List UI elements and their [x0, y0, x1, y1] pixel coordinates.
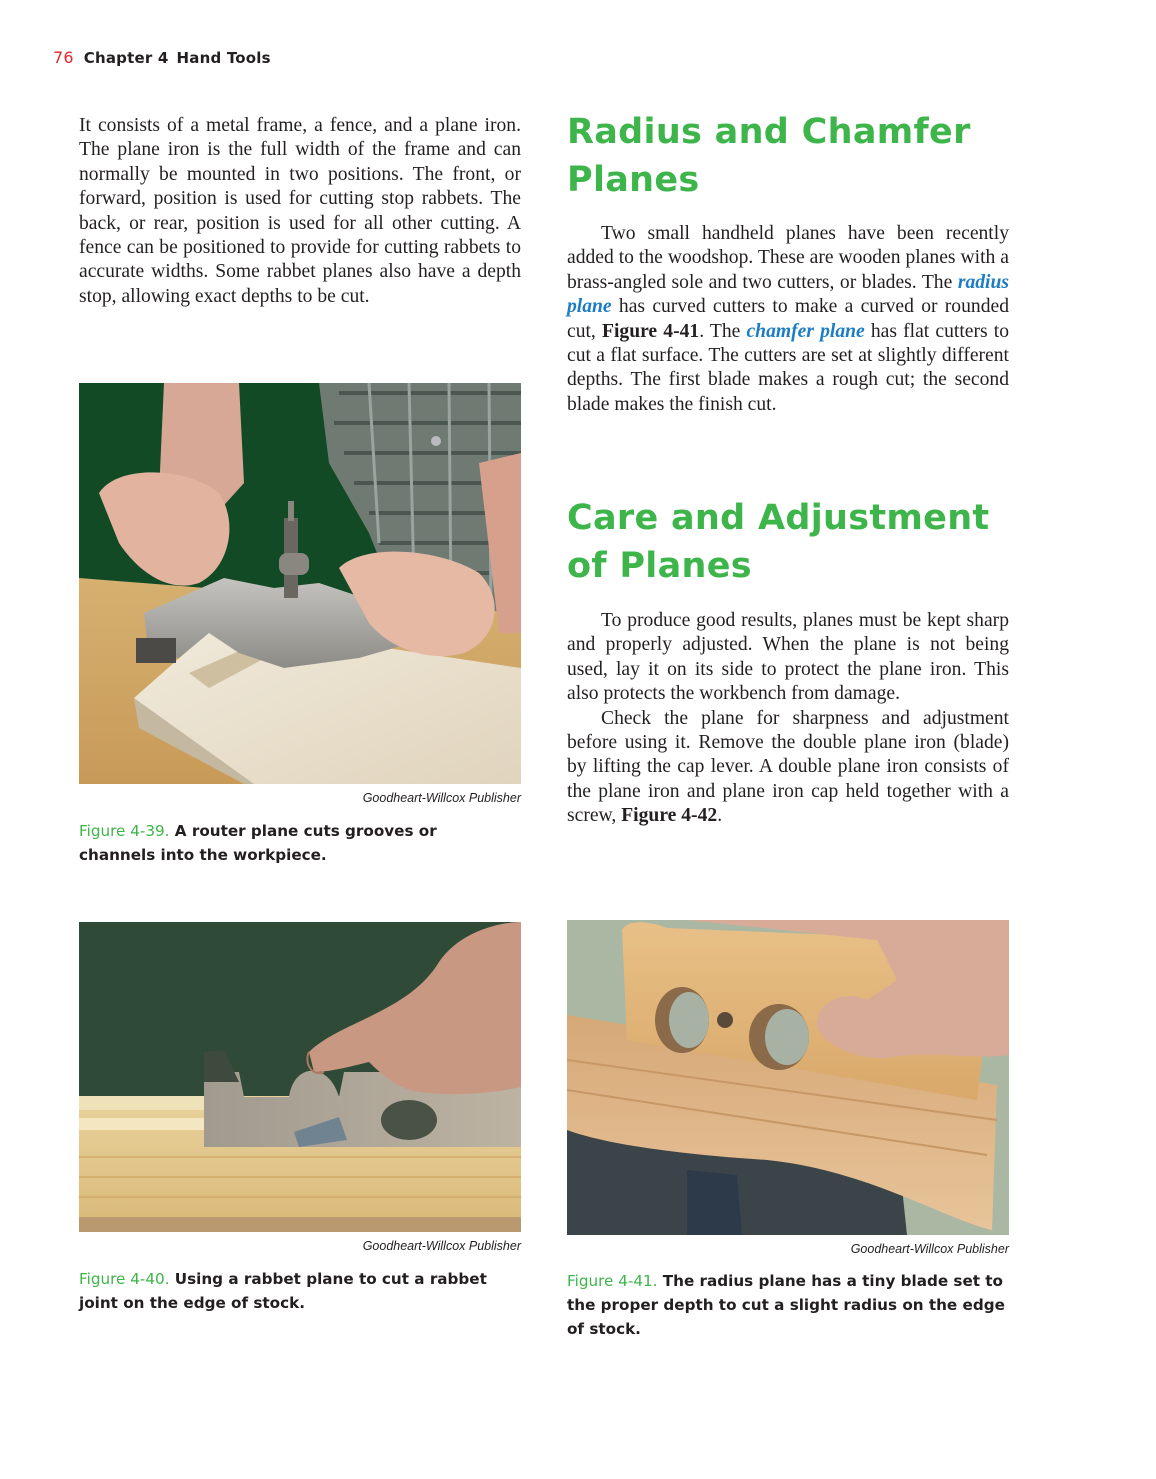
left-column-text: [79, 114, 521, 309]
section-heading-radius-chamfer: Radius and Chamfer Planes: [567, 112, 971, 200]
caption-text: A router plane cuts grooves or channels into the workpiece.: [79, 822, 437, 864]
figure-4-41-photo: [567, 920, 1009, 1235]
key-term-radius-plane: radius plane: [567, 271, 1009, 318]
paragraph: [567, 707, 1009, 829]
text-run: . The: [699, 320, 747, 342]
page-number: 76: [53, 48, 74, 67]
caption-text: The radius plane has a tiny blade set to the proper depth to cut a slight radius on the edge of stock.: [567, 1272, 1005, 1338]
running-head: [53, 48, 271, 67]
radius-chamfer-text: [567, 222, 1009, 417]
figure-4-39-credit: Goodheart-Willcox Publisher: [362, 791, 521, 805]
paragraph: It consists of a metal frame, a fence, and a plane iron. The plane iron is the full width of the frame and can normally be mounted in two positions. The front, or forward, position is used for cutting stop rabbets. The back, or rear, position is used for all other cutting. A fence can be positioned to provide for cutting rabbets to accurate widths. Some rabbet planes also have a depth stop, allowing exact depths to be cut.: [79, 115, 521, 307]
figure-4-39-caption: [79, 819, 499, 867]
key-term-chamfer-plane: chamfer plane: [746, 320, 865, 342]
text-run: has curved cutters to make a curved or rounded cut,: [567, 296, 1009, 342]
paragraph: To produce good results, planes must be kept sharp and properly adjusted. When the plane is not being used, lay it on its side to protect the plane iron. This also protects the workbench from damage.: [567, 610, 1009, 705]
figure-4-39-photo: [79, 383, 521, 784]
figure-4-40-credit: Goodheart-Willcox Publisher: [362, 1239, 521, 1253]
figure-number: Figure 4-39.: [79, 822, 170, 840]
radius-plane-photo-icon: [567, 920, 1009, 1235]
text-run: has flat cutters to cut a flat surface. The cutters are set at slightly different depths. The first blade makes a rough cut; the second blade makes the finish cut.: [567, 320, 1009, 415]
figure-number: Figure 4-41.: [567, 1272, 658, 1290]
figure-reference: Figure 4-41: [601, 320, 700, 342]
section-heading-care-adjustment: Care and Adjustment of Planes: [567, 498, 990, 586]
text-run: .: [717, 805, 723, 827]
paragraph: [567, 222, 1009, 417]
chapter-label: Chapter 4: [83, 49, 169, 67]
chapter-title: Hand Tools: [176, 49, 271, 67]
figure-reference: Figure 4-42: [621, 805, 718, 827]
figure-4-41-credit: Goodheart-Willcox Publisher: [850, 1242, 1009, 1256]
figure-4-40-photo: [79, 922, 521, 1232]
figure-4-41-caption: [567, 1269, 1017, 1341]
caption-text: Using a rabbet plane to cut a rabbet joint on the edge of stock.: [79, 1270, 487, 1312]
router-plane-photo-icon: [79, 383, 521, 784]
figure-number: Figure 4-40.: [79, 1270, 170, 1288]
text-run: Two small handheld planes have been recently added to the woodshop. These are wooden planes with a brass-angled sole and two cutters, or blades. The: [567, 223, 1009, 293]
rabbet-plane-photo-icon: [79, 922, 521, 1232]
care-adjustment-text: [567, 609, 1009, 829]
text-run: Check the plane for sharpness and adjustment before using it. Remove the double plane iron (blade) by lifting the cap lever. A double plane iron consists of the plane iron and plane iron cap held together with a screw,: [567, 707, 1009, 827]
figure-4-40-caption: [79, 1267, 521, 1315]
